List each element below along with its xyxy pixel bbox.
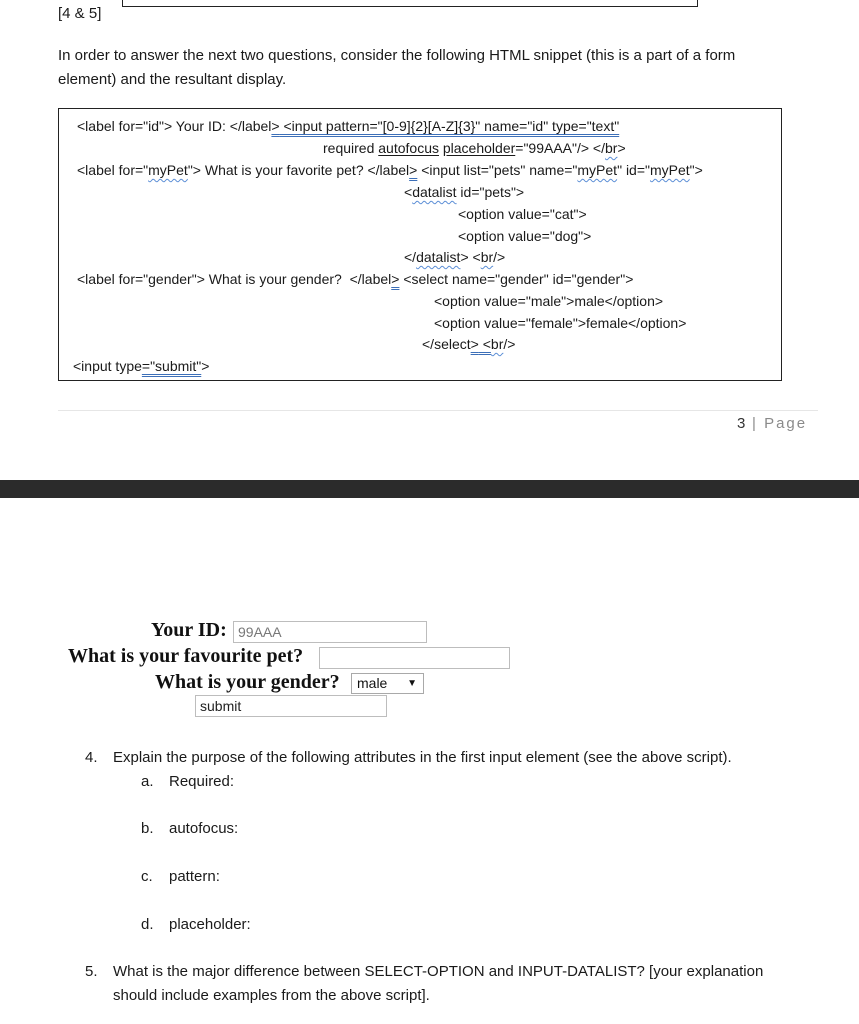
q4-item-b-text: autofocus: bbox=[169, 820, 239, 837]
id-input[interactable]: 99AAA bbox=[233, 621, 427, 643]
top-answer-box bbox=[122, 0, 698, 7]
code-line-5: <option value="cat"> bbox=[458, 206, 587, 222]
q5-number: 5. bbox=[85, 963, 98, 980]
code-line-1: <label for="id"> Your ID: </label> <input pattern="[0-9]{2}[A-Z]{3}" name="id" type="text" bbox=[77, 118, 620, 134]
q4-item-d-letter: d. bbox=[141, 916, 154, 933]
code-line-8: <label for="gender"> What is your gender? </label> <select name="gender" id="gender"> bbox=[77, 271, 634, 287]
q4-item-c-text: pattern: bbox=[169, 868, 220, 885]
pet-input[interactable] bbox=[319, 647, 510, 669]
pet-label: What is your favourite pet? bbox=[68, 645, 304, 667]
q4-text: Explain the purpose of the following attributes in the first input element (see the above script). bbox=[113, 749, 732, 766]
q5-line-1: What is the major difference between SELECT-OPTION and INPUT-DATALIST? [your explanation bbox=[113, 963, 764, 980]
code-line-7: </datalist> <br/> bbox=[404, 249, 506, 265]
footer-divider bbox=[58, 410, 818, 411]
submit-button[interactable]: submit bbox=[195, 695, 387, 717]
page-break-band bbox=[0, 480, 859, 498]
id-label: Your ID: bbox=[151, 619, 227, 641]
gender-select[interactable] bbox=[351, 673, 424, 694]
q4-item-d-text: placeholder: bbox=[169, 916, 251, 933]
page-number: 3 | Page bbox=[737, 415, 808, 432]
q4-item-c-letter: c. bbox=[141, 868, 153, 885]
code-line-9: <option value="male">male</option> bbox=[434, 293, 664, 309]
q4-item-a-letter: a. bbox=[141, 773, 154, 790]
code-line-4: <datalist id="pets"> bbox=[404, 184, 525, 200]
q4-item-a-text: Required: bbox=[169, 773, 235, 790]
code-line-6: <option value="dog"> bbox=[458, 228, 592, 244]
code-line-2: required autofocus placeholder="99AAA"/> </br> bbox=[323, 140, 626, 156]
q4-item-b-letter: b. bbox=[141, 820, 154, 837]
intro-line-1: In order to answer the next two questions, consider the following HTML snippet (this is a part of a form bbox=[58, 47, 736, 64]
code-line-10: <option value="female">female</option> bbox=[434, 315, 687, 331]
gender-selected-value: male bbox=[357, 675, 388, 691]
code-line-11: </select> <br/> bbox=[422, 336, 516, 352]
gender-label: What is your gender? bbox=[155, 671, 340, 693]
code-line-3: <label for="myPet"> What is your favorite pet? </label> <input list="pets" name="myPet" id="myPet"> bbox=[77, 162, 703, 178]
code-line-12: <input type="submit"> bbox=[73, 358, 210, 374]
question-ref: [4 & 5] bbox=[58, 5, 102, 22]
q4-number: 4. bbox=[85, 749, 98, 766]
intro-line-2: element) and the resultant display. bbox=[58, 71, 287, 88]
q5-line-2: should include examples from the above script]. bbox=[113, 987, 430, 1004]
dropdown-arrow-icon: ▼ bbox=[407, 678, 417, 689]
